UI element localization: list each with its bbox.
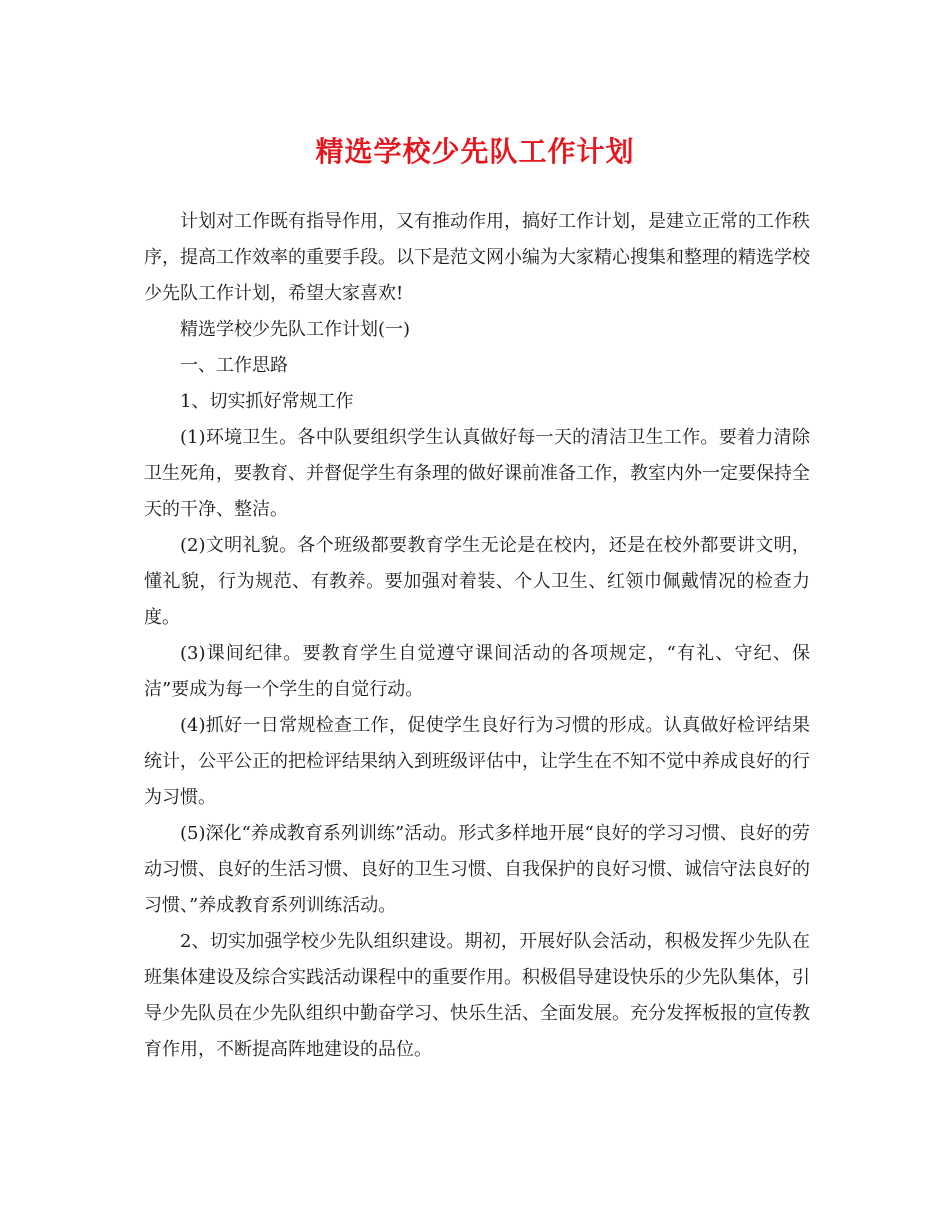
paragraph-intro: 计划对工作既有指导作用，又有推动作用，搞好工作计划，是建立正常的工作秩序，提高工作效率的重要手段。以下是范文网小编为大家精心搜集和整理的精选学校少先队工作计划，希望大家喜欢! [144,211,810,304]
paragraph-section-heading: 一、工作思路 [180,355,288,376]
paragraph-organization: 2、切实加强学校少先队组织建设。期初，开展好队会活动，积极发挥少先队在班集体建设及综合实践活动课程中的重要作用。积极倡导建设快乐的少先队集体，引导少先队员在少先队组织中勤奋学习、快乐生活、全面发展。充分发挥板报的宣传教育作用，不断提高阵地建设的品位。 [144,931,810,1060]
paragraph-habit-training: (5)深化“养成教育系列训练”活动。形式多样地开展“良好的学习习惯、良好的劳动习惯、良好的生活习惯、良好的卫生习惯、自我保护的良好习惯、诚信守法良好的习惯、”养成教育系列训练活动。 [144,823,810,916]
paragraph-courtesy: (2)文明礼貌。各个班级都要教育学生无论是在校内，还是在校外都要讲文明，懂礼貌，行为规范、有教养。要加强对着装、个人卫生、红领巾佩戴情况的检查力度。 [144,535,810,628]
paragraph-item-1: 1、切实抓好常规工作 [180,391,354,412]
paragraph-environment: (1)环境卫生。各中队要组织学生认真做好每一天的清洁卫生工作。要着力清除卫生死角，要教育、并督促学生有条理的做好课前准备工作，教室内外一定要保持全天的干净、整洁。 [144,427,810,520]
paragraph-discipline: (3)课间纪律。要教育学生自觉遵守课间活动的各项规定，“有礼、守纪、保洁”要成为每一个学生的自觉行动。 [144,643,810,700]
paragraph-daily-check: (4)抓好一日常规检查工作，促使学生良好行为习惯的形成。认真做好检评结果统计，公平公正的把检评结果纳入到班级评估中，让学生在不知不觉中养成良好的行为习惯。 [144,715,810,808]
paragraph-subtitle: 精选学校少先队工作计划(一) [180,319,411,340]
document-title: 精选学校少先队工作计划 [315,135,635,168]
document-body [144,204,810,1068]
